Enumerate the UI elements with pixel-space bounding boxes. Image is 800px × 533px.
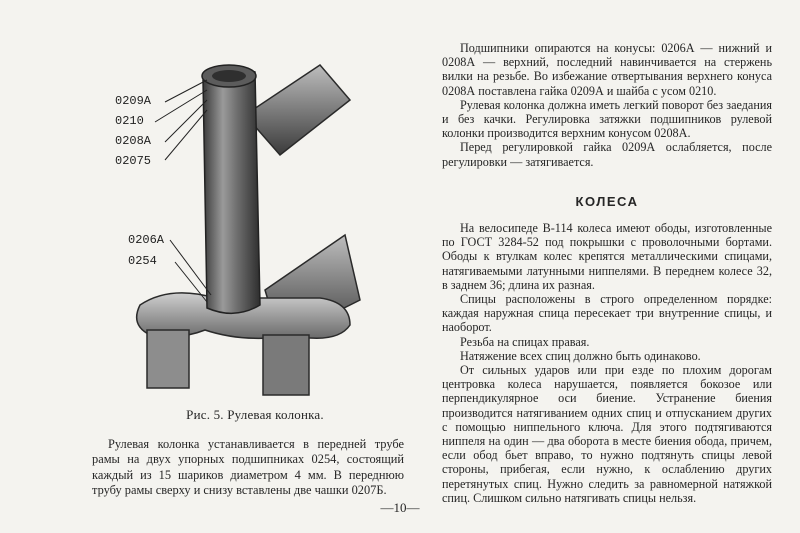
label-02075: 02075 (115, 154, 152, 168)
paragraph-spokes-tension: Натяжение всех спиц должно быть одинаково. (460, 348, 701, 363)
paragraph-bearings: Подшипники опираются на конусы: 0206А — нижний и 0208А — верхний, последний навинчивается на стержень вилки на резьбе. Во избежание отвертывания верхнего конуса 0208А поставлена гайка 0209А и шайба с усом 0210. (442, 41, 772, 98)
label-0210: 0210 (115, 114, 144, 128)
left-paragraph: Рулевая колонка устанавливается в передней трубе рамы на двух упорных подшипниках 0254, состоящий каждый из 15 шариков диаметром 4 мм. В переднюю трубу рамы сверху и снизу вставлены две чашки 0207Б. (92, 437, 404, 498)
steering-column-drawing (95, 40, 395, 415)
paragraph-adjustment: Перед регулировкой гайка 0209А ослабляется, после регулировки — затягивается. (442, 140, 772, 169)
label-0208a: 0208А (115, 134, 152, 148)
page-number: —10— (380, 500, 420, 515)
label-0254: 0254 (128, 254, 157, 268)
left-text-block (92, 437, 404, 499)
label-0206a: 0206А (128, 233, 165, 247)
right-column (442, 41, 772, 505)
paragraph-steering-turn: Рулевая колонка должна иметь легкий поворот без заедания и без качки. Регулировка затяжки подшипников рулевой колонки производится верхним конусом 0208А. (442, 97, 772, 141)
figure-caption: Рис. 5. Рулевая колонка. (186, 407, 324, 422)
section-title-wheels: КОЛЕСА (575, 193, 639, 209)
paragraph-spokes-order: Спицы расположены в строго определенном порядке: каждая наружная спица пересекает три внутренние спицы, и наоборот. (442, 292, 772, 335)
steering-column-figure (95, 40, 395, 415)
label-0209a: 0209А (115, 94, 152, 108)
paragraph-wheels-rims: На велосипеде В-114 колеса имеют ободы, изготовленные по ГОСТ 3284-52 под покрышки с проволочными бортами. Ободы к втулкам колес крепятся металлическими спицами, натягиваемыми латунными ниппелями. В переднем колесе 32, в заднем 36; длина их разная. (442, 221, 772, 292)
paragraph-spokes-thread: Резьба на спицах правая. (460, 334, 590, 349)
paragraph-truing: От сильных ударов или при езде по плохим дорогам центровка колеса нарушается, появляется бокозое или перпендикулярное оси биение. Устранение биения производится натягиванием одних спиц и отпусканием других с помощью ниппельного ключа. Для этого подтягиваются ниппеля на один — два оборота в месте биения обода, причем, если обод бьет вправо, то нужно подтянуть спицы левой стороны, прибегая, если нужно, к ослаблению других перетянутых спиц. Нужно следить за равномерной натяжкой спиц. Слишком сильно натягивать спицы нельзя. (442, 363, 772, 505)
